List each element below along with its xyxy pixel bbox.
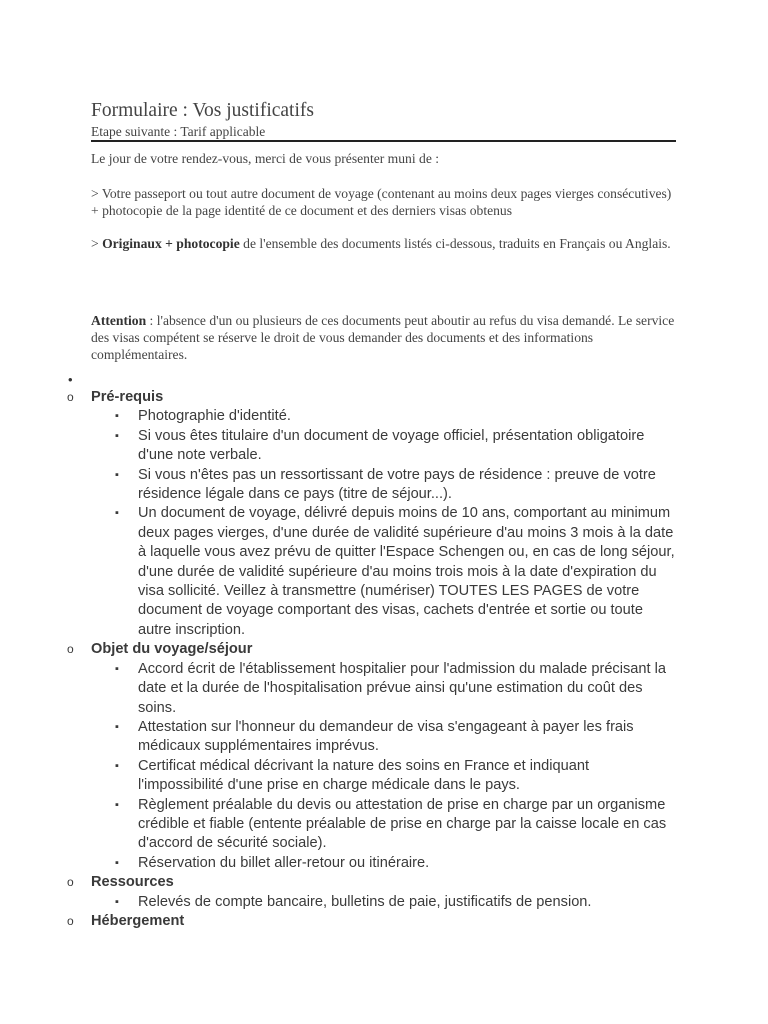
list-item-text: Règlement préalable du devis ou attestation de prise en charge par un organisme crédible et fiable (entente préalable de prise en charge par la caisse locale en cas d'accord de sécurité sociale). (138, 796, 667, 852)
square-bullet: ▪ (115, 410, 119, 423)
list-item (115, 660, 678, 718)
circle-bullet: o (67, 390, 74, 404)
originals-paragraph (91, 235, 676, 252)
originals-bold: Originaux + photocopie (102, 236, 240, 251)
next-step-subtitle: Etape suivante : Tarif applicable (91, 124, 266, 139)
list-item-text: Certificat médical décrivant la nature des soins en France et indiquant l'impossibilité d'une prise en charge médicale dans le pays. (138, 757, 590, 794)
list-item-text: Attestation sur l'honneur du demandeur de visa s'engageant à payer les frais médicaux supplémentaires imprévus. (138, 718, 634, 755)
square-bullet: ▪ (115, 759, 119, 772)
list-item (115, 466, 678, 505)
section-objet-voyage (0, 640, 768, 873)
title-divider (91, 140, 676, 142)
section-title (67, 912, 768, 931)
section-title-text: Hébergement (91, 912, 185, 929)
list-item (115, 893, 678, 912)
list-item (115, 427, 678, 466)
list-item (115, 796, 678, 854)
square-bullet: ▪ (115, 720, 119, 733)
empty-disc-bullet: • (68, 372, 73, 387)
section-title (67, 388, 768, 407)
originals-prefix: > (91, 236, 103, 251)
section-items (91, 407, 678, 640)
list-item (115, 757, 678, 796)
intro-line: Le jour de votre rendez-vous, merci de vous présenter muni de : (91, 151, 440, 166)
section-prerequis (0, 388, 768, 640)
list-item (115, 407, 678, 426)
list-item-text: Photographie d'identité. (138, 408, 291, 425)
page-title: Formulaire : Vos justificatifs (91, 100, 314, 121)
passport-paragraph: > Votre passeport ou tout autre document de voyage (contenant au moins deux pages vierges consécutives) + photocopie de la page identité de ce document et des derniers visas obtenus (91, 186, 672, 218)
square-bullet: ▪ (115, 798, 119, 811)
list-item-text: Un document de voyage, délivré depuis moins de 10 ans, comportant au minimum deux pages vierges, d'une durée de validité supérieure d'au moins 3 mois à la date à laquelle vous avez prévu de quitter l'Espace Schengen ou, en cas de long séjour, d'une durée de validité supérieure d'au moins trois mois à la date d'expiration du visa sollicité. Veillez à transmettre (numériser) TOUTES LES PAGES de votre document de voyage comportant des visas, cachets d'entrée et sortie ou toute autre inscription. (138, 505, 675, 638)
section-items (91, 660, 678, 873)
section-ressources (0, 873, 768, 912)
list-item-text: Accord écrit de l'établissement hospitalier pour l'admission du malade précisant la date et la durée de l'hospitalisation prévue ainsi qu'une estimation du coût des soins. (138, 660, 666, 716)
circle-bullet: o (67, 875, 74, 890)
section-title (67, 640, 768, 659)
section-title-text: Objet du voyage/séjour (91, 641, 253, 658)
list-item-text: Réservation du billet aller-retour ou itinéraire. (138, 854, 430, 871)
list-item-text: Relevés de compte bancaire, bulletins de paie, justificatifs de pension. (138, 893, 592, 910)
list-item-text: Si vous n'êtes pas un ressortissant de votre pays de résidence : preuve de votre résidence légale dans ce pays (titre de séjour...). (138, 466, 656, 503)
list-item (115, 854, 678, 873)
attention-paragraph (91, 312, 681, 363)
list-item (115, 504, 678, 640)
square-bullet: ▪ (115, 662, 119, 675)
section-title-text: Pré-requis (91, 389, 164, 405)
list-item (115, 718, 678, 757)
circle-bullet: o (67, 913, 74, 928)
requirements-list (0, 388, 768, 931)
section-title-text: Ressources (91, 874, 174, 891)
square-bullet: ▪ (115, 429, 119, 442)
square-bullet: ▪ (115, 856, 119, 869)
section-title (67, 873, 768, 892)
square-bullet: ▪ (115, 895, 119, 908)
square-bullet: ▪ (115, 507, 119, 520)
section-items (91, 893, 678, 912)
attention-text: : l'absence d'un ou plusieurs de ces documents peut aboutir au refus du visa demandé. Le service des visas compétent se réserve le droit de vous demander des documents et des informations complémentaires. (91, 313, 675, 362)
circle-bullet: o (67, 642, 74, 657)
square-bullet: ▪ (115, 468, 119, 481)
list-item-text: Si vous êtes titulaire d'un document de voyage officiel, présentation obligatoire d'une note verbale. (138, 427, 645, 464)
originals-text: de l'ensemble des documents listés ci-dessous, traduits en Français ou Anglais. (239, 236, 671, 251)
attention-label: Attention (91, 313, 147, 328)
section-hebergement (0, 912, 768, 931)
